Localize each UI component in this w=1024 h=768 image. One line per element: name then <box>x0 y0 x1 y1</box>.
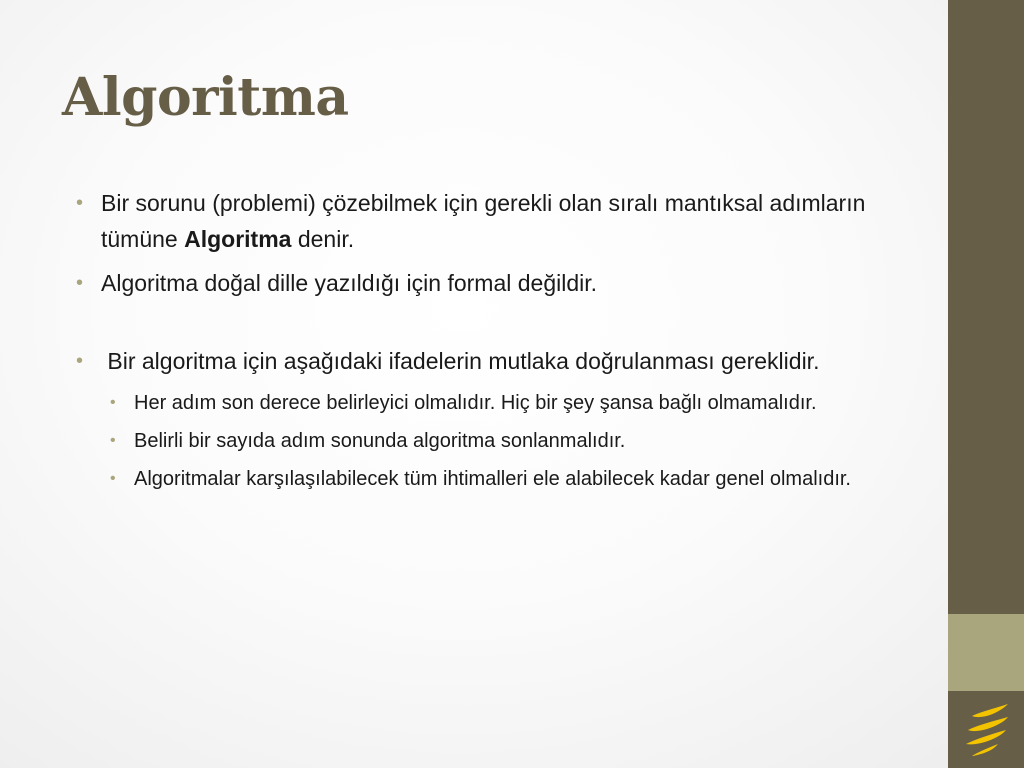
bullet-icon: • <box>76 192 84 214</box>
sub-bullet-text: Algoritmalar karşılaşılabilecek tüm ihtimalleri ele alabilecek kadar genel olmalıdır. <box>134 468 851 490</box>
sub-bullet-text: Belirli bir sayıda adım sonunda algoritma sonlanmalıdır. <box>134 430 626 452</box>
bullet-bold-text: Algoritma <box>184 226 292 252</box>
sub-bullet-item <box>76 463 916 495</box>
bullet-item <box>76 343 916 379</box>
slide-body <box>76 185 916 501</box>
sub-bullet-icon: • <box>110 394 116 411</box>
bullet-item <box>76 185 916 257</box>
bullet-item <box>76 265 916 301</box>
side-panel-top <box>948 0 1024 614</box>
sub-bullet-item <box>76 387 916 419</box>
slide-title: Algoritma <box>62 67 349 128</box>
bullet-text: Algoritma doğal dille yazıldığı için formal değildir. <box>101 270 598 296</box>
bullet-icon: • <box>76 272 84 294</box>
sub-bullet-text: Her adım son derece belirleyici olmalıdır. Hiç bir şey şansa bağlı olmamalıdır. <box>134 392 817 414</box>
bullet-text: Bir algoritma için aşağıdaki ifadelerin mutlaka doğrulanması gereklidir. <box>101 348 820 374</box>
sub-bullet-item <box>76 425 916 457</box>
bullet-text: Bir sorunu (problemi) çözebilmek için gerekli olan sıralı mantıksal adımların tümüne <box>101 190 866 252</box>
side-panel-accent <box>948 614 1024 691</box>
bullet-text-end: denir. <box>291 226 355 252</box>
bullet-icon: • <box>76 350 84 372</box>
sub-bullet-icon: • <box>110 432 116 449</box>
flame-logo-icon <box>962 700 1012 758</box>
sub-bullet-icon: • <box>110 470 116 487</box>
